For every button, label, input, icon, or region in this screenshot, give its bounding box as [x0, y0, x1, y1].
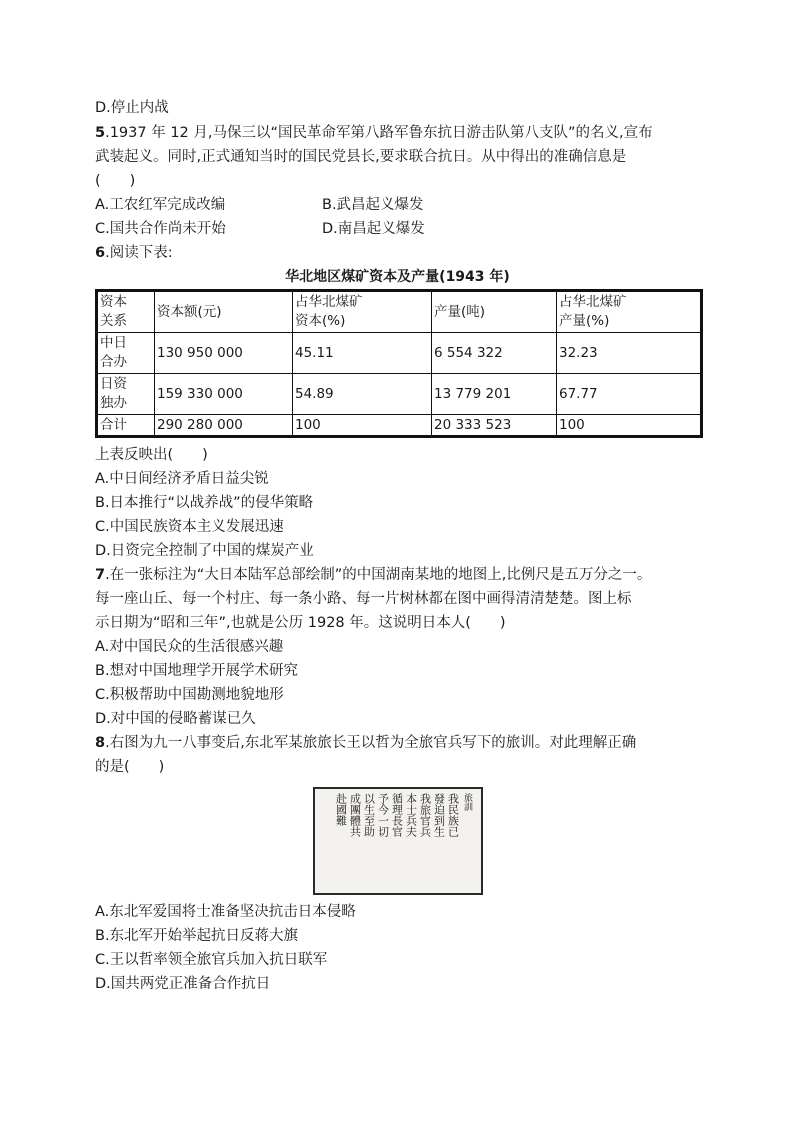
- q6-intro: [95, 243, 173, 263]
- row-output: 13 779 201: [432, 374, 557, 415]
- svg-text:旅訓: 旅訓: [462, 793, 472, 811]
- row-output: 20 333 523: [432, 415, 557, 437]
- header-capital-pct: 占华北煤矿 资本(%): [293, 291, 432, 333]
- q8-option-b: B.东北军开始举起抗日反蒋大旗: [95, 928, 299, 944]
- row-relation: 中日 合办: [97, 333, 155, 374]
- row-output-pct: 32.23: [557, 333, 702, 374]
- q7-option-c: C.积极帮助中国勘测地貌地形: [95, 687, 284, 703]
- svg-text:我旅官兵: 我旅官兵: [418, 793, 432, 837]
- svg-text:本士兵夫: 本士兵夫: [404, 793, 418, 837]
- header-relation: 资本 关系: [97, 291, 155, 333]
- q5-number: 5: [95, 125, 106, 141]
- q8-stem-line2: 的是( ): [95, 759, 165, 775]
- q5-answer-blank: ( ): [95, 173, 136, 189]
- q5-stem-line1: [95, 123, 653, 143]
- row-relation: 日资 独办: [97, 374, 155, 415]
- brigade-motto-image: [313, 787, 483, 895]
- q8-stem-line1: [95, 733, 636, 753]
- row-capital: 290 280 000: [155, 415, 293, 437]
- q8-number: 8: [95, 735, 106, 751]
- header-output-pct: 占华北煤矿 产量(%): [557, 291, 702, 333]
- row-output-pct: 67.77: [557, 374, 702, 415]
- q5-option-d: D.南昌起义爆发: [322, 221, 425, 237]
- q7-number: 7: [95, 567, 106, 583]
- q6-option-b: B.日本推行“以战养战”的侵华策略: [95, 495, 314, 511]
- q7-option-d: D.对中国的侵略蓄谋已久: [95, 711, 256, 727]
- q6-number: 6: [95, 245, 106, 261]
- q5-option-c: C.国共合作尚未开始: [95, 221, 226, 237]
- svg-text:循理長官: 循理長官: [390, 793, 404, 837]
- row-output: 6 554 322: [432, 333, 557, 374]
- row-relation: 合计: [97, 415, 155, 437]
- q8-option-a: A.东北军爱国将士准备坚决抗击日本侵略: [95, 904, 356, 920]
- q6-intro-text: .阅读下表:: [105, 245, 173, 261]
- table-title: 华北地区煤矿资本及产量(1943 年): [285, 269, 510, 285]
- svg-text:發迫到生: 發迫到生: [432, 793, 446, 837]
- svg-text:我民族已: 我民族已: [446, 793, 460, 837]
- q5-text-1: .1937 年 12 月,马保三以“国民革命军第八路军鲁东抗日游击队第八支队”的名义,宣布: [105, 125, 653, 141]
- table-row: [97, 374, 702, 415]
- q6-option-c: C.中国民族资本主义发展迅速: [95, 519, 284, 535]
- q7-text-1: .在一张标注为“大日本陆军总部绘制”的中国湖南某地的地图上,比例尺是五万分之一。: [105, 567, 652, 583]
- row-capital-pct: 54.89: [293, 374, 432, 415]
- row-capital-pct: 45.11: [293, 333, 432, 374]
- coal-table: [95, 289, 703, 438]
- header-capital: 资本额(元): [155, 291, 293, 333]
- q7-option-b: B.想对中国地理学开展学术研究: [95, 663, 299, 679]
- svg-text:以生至助: 以生至助: [362, 793, 376, 837]
- row-capital: 130 950 000: [155, 333, 293, 374]
- table-row: [97, 333, 702, 374]
- q7-option-a: A.对中国民众的生活很感兴趣: [95, 639, 284, 655]
- handwritten-motto-scan: [315, 789, 477, 889]
- q5-option-a: A.工农红军完成改编: [95, 197, 226, 213]
- row-capital: 159 330 000: [155, 374, 293, 415]
- table-total-row: [97, 415, 702, 437]
- q4-option-d: D.停止内战: [95, 100, 169, 116]
- q6-option-d: D.日资完全控制了中国的煤炭产业: [95, 543, 314, 559]
- q8-option-c: C.王以哲率领全旅官兵加入抗日联军: [95, 952, 328, 968]
- header-output: 产量(吨): [432, 291, 557, 333]
- svg-text:予今一切: 予今一切: [376, 793, 390, 837]
- q8-option-d: D.国共两党正准备合作抗日: [95, 976, 271, 992]
- q6-stem: 上表反映出( ): [95, 447, 208, 463]
- svg-text:成團體共: 成團體共: [348, 793, 362, 837]
- q8-text-1: .右图为九一八事变后,东北军某旅旅长王以哲为全旅官兵写下的旅训。对此理解正确: [105, 735, 637, 751]
- q5-stem-line2: 武装起义。同时,正式通知当时的国民党县长,要求联合抗日。从中得出的准确信息是: [95, 149, 627, 165]
- row-capital-pct: 100: [293, 415, 432, 437]
- row-output-pct: 100: [557, 415, 702, 437]
- q7-stem-line3: 示日期为“昭和三年”,也就是公历 1928 年。这说明日本人( ): [95, 615, 506, 631]
- q6-option-a: A.中日间经济矛盾日益尖锐: [95, 471, 269, 487]
- q7-stem-line2: 每一座山丘、每一个村庄、每一条小路、每一片树林都在图中画得清清楚楚。图上标: [95, 591, 632, 607]
- svg-text:赴國難: 赴國難: [334, 793, 348, 826]
- table-header-row: [97, 291, 702, 333]
- q5-option-b: B.武昌起义爆发: [322, 197, 424, 213]
- q7-stem-line1: [95, 565, 651, 585]
